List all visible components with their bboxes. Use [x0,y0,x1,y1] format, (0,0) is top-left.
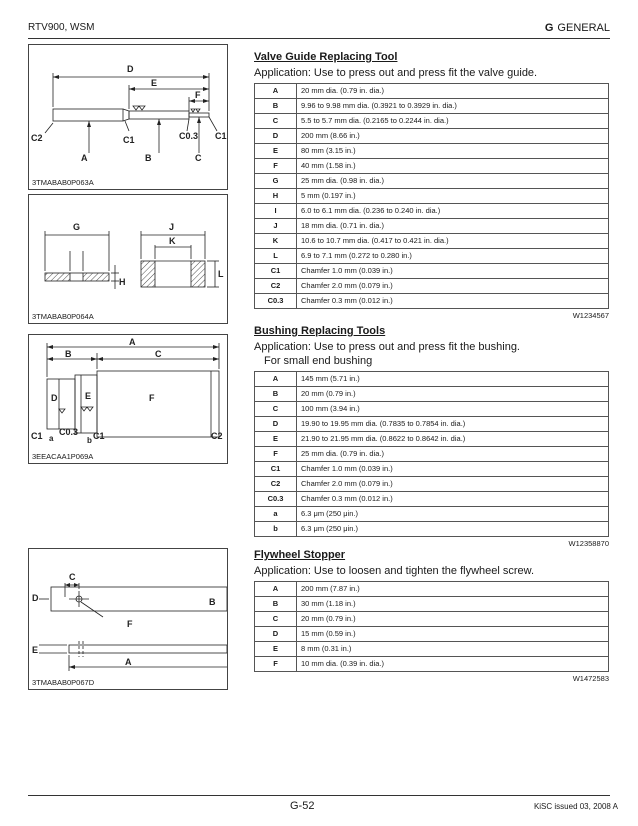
spec-key: C0.3 [255,294,297,309]
table-row [255,159,609,174]
dim-label-k: K [169,236,176,246]
spec-value: 6.9 to 7.1 mm (0.272 to 0.280 in.) [297,249,609,264]
surface-label-a: a [49,434,54,443]
spec-value: 8 mm (0.31 in.) [297,642,609,657]
valve-guide-tool-drawing [29,45,227,189]
dim-label-b: B [145,153,152,163]
dim-label-c1-left: C1 [123,135,135,145]
dim-label-c: C [69,572,76,582]
spec-key: A [255,582,297,597]
table-row [255,279,609,294]
spec-key: B [255,387,297,402]
spec-value: 10 mm dia. (0.39 in. dia.) [297,657,609,672]
header-rule [28,38,610,39]
spec-key: D [255,417,297,432]
spec-value: 145 mm (5.71 in.) [297,372,609,387]
spec-key: A [255,84,297,99]
header-section-letter: G [544,22,554,34]
section-application: Application: Use to loosen and tighten the flywheel screw. [254,565,535,577]
spec-key: a [255,507,297,522]
table-row [255,372,609,387]
dim-label-a: A [125,657,132,667]
figure-flywheel-stopper [28,548,228,690]
spec-key: L [255,249,297,264]
table-row [255,189,609,204]
spec-key: F [255,657,297,672]
spec-key: J [255,219,297,234]
header-model: RTV900, WSM [28,22,95,33]
figure-valve-guide-tool [28,44,228,190]
table-row [255,99,609,114]
section-title: Flywheel Stopper [254,549,346,561]
dim-label-j: J [169,222,175,232]
issue-note: KiSC issued 03, 2008 A [533,802,618,811]
spec-key: b [255,522,297,537]
section-application: Application: Use to press out and press fit the bushing. [254,341,520,353]
spec-key: F [255,159,297,174]
section-code: W1472583 [572,674,609,683]
spec-key: C0.3 [255,492,297,507]
table-row [255,597,609,612]
dim-label-d: D [127,64,134,74]
spec-value: 20 mm (0.79 in.) [297,387,609,402]
table-row [255,204,609,219]
dim-label-b: B [209,597,216,607]
table-row [255,477,609,492]
spec-key: C1 [255,462,297,477]
header-section [545,22,610,34]
spec-value: 18 mm dia. (0.71 in. dia.) [297,219,609,234]
section-valve-guide-tool [254,51,609,320]
spec-key: D [255,129,297,144]
spec-value: Chamfer 0.3 mm (0.012 in.) [297,492,609,507]
table-row [255,174,609,189]
dim-label-d: D [51,393,58,403]
footer-rule [28,795,610,796]
dim-label-c03: C0.3 [59,427,79,437]
spec-table-body [255,582,609,672]
spec-key: C2 [255,279,297,294]
section-flywheel-stopper [254,549,609,683]
spec-value: 20 mm dia. (0.79 in. dia.) [297,84,609,99]
section-bushing-tool [254,325,609,548]
dim-label-c1-right: C1 [93,431,105,441]
table-row [255,642,609,657]
table-row [255,417,609,432]
spec-table-body [255,372,609,537]
spec-value: 5.5 to 5.7 mm dia. (0.2165 to 0.2244 in. dia.) [297,114,609,129]
dim-label-c03: C0.3 [179,131,199,141]
figure-code: 3TMABAB0P067D [32,678,95,687]
spec-key: F [255,447,297,462]
table-row [255,84,609,99]
table-row [255,507,609,522]
spec-value: Chamfer 1.0 mm (0.039 in.) [297,264,609,279]
spec-value: Chamfer 2.0 mm (0.079 in.) [297,477,609,492]
table-row [255,432,609,447]
spec-value: 25 mm dia. (0.79 in. dia.) [297,447,609,462]
dim-label-c2: C2 [211,431,223,441]
table-row [255,582,609,597]
spec-value: 9.96 to 9.98 mm dia. (0.3921 to 0.3929 in. dia.) [297,99,609,114]
dim-label-f: F [149,393,155,403]
spec-key: E [255,144,297,159]
dim-label-h: H [119,277,126,287]
section-title: Valve Guide Replacing Tool [254,51,398,63]
figure-code: 3TMABAB0P063A [32,178,94,187]
page-number: G-52 [290,800,315,812]
bushing-tool-drawing [29,335,227,463]
spec-key: C2 [255,477,297,492]
section-application: Application: Use to press out and press fit the valve guide. [254,67,538,79]
spec-value: 30 mm (1.18 in.) [297,597,609,612]
guide-sections-drawing [29,195,227,323]
dim-label-c1-left: C1 [31,431,43,441]
table-row [255,657,609,672]
spec-value: 20 mm (0.79 in.) [297,612,609,627]
dim-label-a: A [81,153,88,163]
table-row [255,612,609,627]
dim-label-a: A [129,337,136,347]
spec-table [254,371,609,537]
figure-code: 3EEACAA1P069A [32,452,94,461]
figure-code: 3TMABAB0P064A [32,312,94,321]
dim-label-e: E [32,645,39,655]
spec-key: H [255,189,297,204]
table-row [255,114,609,129]
dim-label-l: L [218,269,224,279]
dim-label-d: D [32,593,39,603]
spec-value: 15 mm (0.59 in.) [297,627,609,642]
surface-label-b: b [87,436,92,445]
section-code: W1234567 [572,311,609,320]
table-row [255,402,609,417]
spec-value: Chamfer 1.0 mm (0.039 in.) [297,462,609,477]
table-row [255,522,609,537]
spec-key: C1 [255,264,297,279]
table-row [255,627,609,642]
section-title: Bushing Replacing Tools [254,325,386,337]
spec-table [254,581,609,672]
spec-value: 21.90 to 21.95 mm dia. (0.8622 to 0.8642 in. dia.) [297,432,609,447]
spec-key: A [255,372,297,387]
spec-key: C [255,114,297,129]
spec-value: Chamfer 2.0 mm (0.079 in.) [297,279,609,294]
table-row [255,462,609,477]
spec-key: G [255,174,297,189]
spec-key: D [255,627,297,642]
dim-label-f: F [127,619,133,629]
spec-key: I [255,204,297,219]
spec-value: 10.6 to 10.7 mm dia. (0.417 to 0.421 in. dia.) [297,234,609,249]
figure-guide-sections [28,194,228,324]
section-subtitle: For small end bushing [264,355,373,367]
table-row [255,264,609,279]
section-code: W12358870 [568,539,609,548]
dim-label-c2: C2 [31,133,43,143]
dim-label-f: F [195,90,201,100]
table-row [255,492,609,507]
table-row [255,234,609,249]
spec-table [254,83,609,309]
spec-value: 40 mm (1.58 in.) [297,159,609,174]
spec-value: 100 mm (3.94 in.) [297,402,609,417]
header-section-name: GENERAL [557,22,610,34]
spec-value: 6.0 to 6.1 mm dia. (0.236 to 0.240 in. dia.) [297,204,609,219]
spec-key: E [255,432,297,447]
spec-value: 6.3 μm (250 μin.) [297,507,609,522]
spec-key: E [255,642,297,657]
spec-value: Chamfer 0.3 mm (0.012 in.) [297,294,609,309]
dim-label-c1-right: C1 [215,131,227,141]
spec-value: 200 mm (8.66 in.) [297,129,609,144]
spec-key: C [255,402,297,417]
table-row [255,249,609,264]
spec-value: 25 mm dia. (0.98 in. dia.) [297,174,609,189]
spec-value: 19.90 to 19.95 mm dia. (0.7835 to 0.7854 in. dia.) [297,417,609,432]
dim-label-e: E [151,78,158,88]
dim-label-c: C [195,153,202,163]
spec-value: 200 mm (7.87 in.) [297,582,609,597]
spec-value: 5 mm (0.197 in.) [297,189,609,204]
spec-key: B [255,99,297,114]
spec-value: 80 mm (3.15 in.) [297,144,609,159]
dim-label-c: C [155,349,162,359]
dim-label-e: E [85,391,92,401]
figure-bushing-tool [28,334,228,464]
spec-key: C [255,612,297,627]
table-row [255,447,609,462]
table-row [255,144,609,159]
spec-value: 6.3 μm (250 μin.) [297,522,609,537]
spec-table-body [255,84,609,309]
table-row [255,129,609,144]
dim-label-g: G [73,222,81,232]
flywheel-stopper-drawing [29,549,227,689]
dim-label-b: B [65,349,72,359]
spec-key: K [255,234,297,249]
table-row [255,219,609,234]
table-row [255,294,609,309]
spec-key: B [255,597,297,612]
table-row [255,387,609,402]
